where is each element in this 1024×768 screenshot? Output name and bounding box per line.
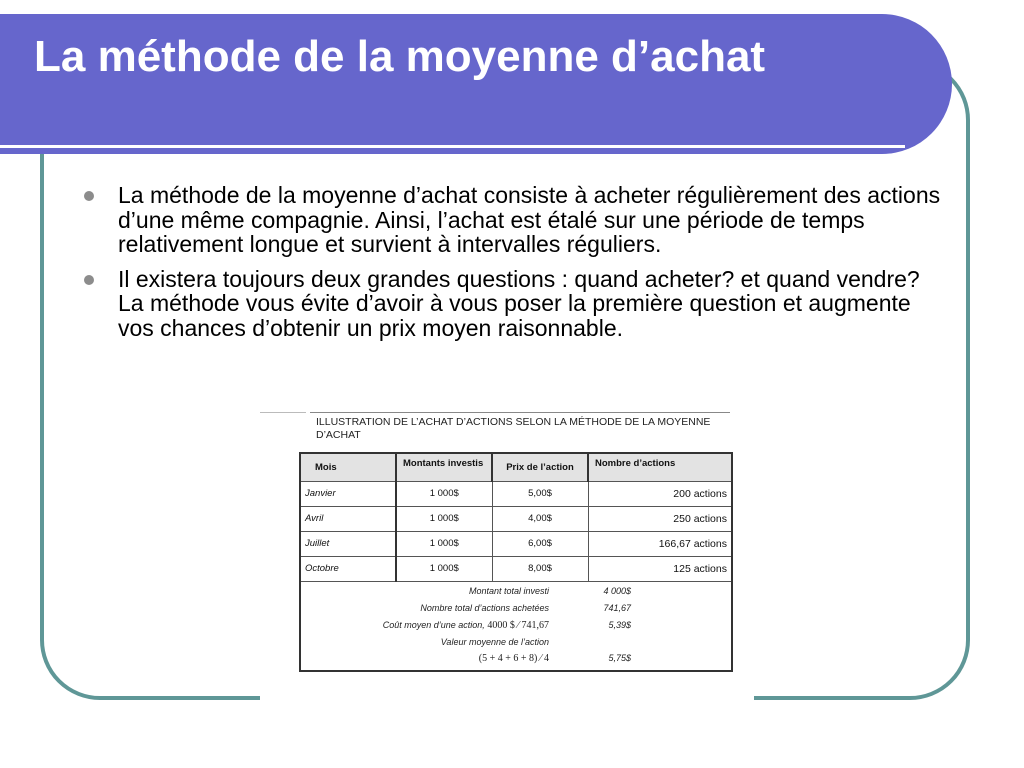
slide-title: La méthode de la moyenne d’achat (34, 32, 766, 81)
cell-montant: 1 000$ (396, 531, 492, 556)
summary-value: 5,75$ (608, 652, 631, 663)
table-header-row (300, 453, 732, 481)
summary-value: 5,39$ (608, 619, 631, 630)
cell-mois: Avril (300, 506, 396, 531)
header-nombre: Nombre d’actions (588, 453, 732, 481)
summary-value: 4 000$ (603, 585, 631, 596)
cell-mois: Octobre (300, 556, 396, 581)
summary-formula: 4000 $ ⁄ 741,67 (487, 619, 549, 631)
summary-value: 741,67 (603, 602, 631, 613)
bullet-text: Il existera toujours deux grandes questions : quand acheter? et quand vendre? La méthode vous évite d’avoir à vous poser la première question et augmente vos chances d’obtenir un prix moyen raisonnable. (118, 265, 920, 341)
summary-formula: (5 + 4 + 6 + 8) ⁄ 4 (478, 652, 549, 664)
illustration-figure (260, 410, 754, 700)
summary-label: Valeur moyenne de l’action (440, 636, 549, 647)
cell-mois: Juillet (300, 531, 396, 556)
cell-montant: 1 000$ (396, 506, 492, 531)
cell-nombre: 200 actions (588, 481, 732, 506)
title-bar (0, 14, 952, 154)
table-row (300, 531, 732, 556)
summary-cell (300, 581, 732, 671)
cell-nombre: 125 actions (588, 556, 732, 581)
table-row (300, 556, 732, 581)
bullet-text: La méthode de la moyenne d’achat consiste à acheter régulièrement des actions d’une même compagnie. Ainsi, l’achat est étalé sur une période de temps relativement longue et survient à intervalles réguliers. (118, 182, 941, 257)
table-row (300, 481, 732, 506)
cell-prix: 5,00$ (492, 481, 588, 506)
cell-mois: Janvier (300, 481, 396, 506)
cell-montant: 1 000$ (396, 556, 492, 581)
title-underline (0, 145, 905, 148)
purchase-table (299, 452, 733, 672)
header-prix: Prix de l’action (492, 453, 588, 481)
bullet-list (84, 183, 944, 350)
divider (260, 412, 306, 413)
cell-prix: 4,00$ (492, 506, 588, 531)
cell-nombre: 166,67 actions (588, 531, 732, 556)
summary-label: Nombre total d’actions achetées (420, 602, 549, 613)
summary-box (301, 582, 731, 670)
cell-montant: 1 000$ (396, 481, 492, 506)
summary-label (383, 620, 549, 631)
illustration-title: ILLUSTRATION DE L’ACHAT D’ACTIONS SELON LA MÉTHODE DE LA MOYENNE D’ACHAT (316, 416, 711, 441)
divider (310, 412, 730, 413)
cell-prix: 8,00$ (492, 556, 588, 581)
cell-prix: 6,00$ (492, 531, 588, 556)
table-row (300, 506, 732, 531)
cell-nombre: 250 actions (588, 506, 732, 531)
bullet-dot-icon (84, 191, 94, 201)
header-montants: Montants investis (396, 453, 492, 481)
bullet-item (84, 183, 944, 257)
bullet-dot-icon (84, 275, 94, 285)
summary-row (300, 581, 732, 671)
summary-label: Montant total investi (468, 585, 549, 596)
summary-label-text: Coût moyen d’une action, (382, 619, 485, 630)
header-mois: Mois (300, 453, 396, 481)
bullet-item (84, 267, 944, 341)
